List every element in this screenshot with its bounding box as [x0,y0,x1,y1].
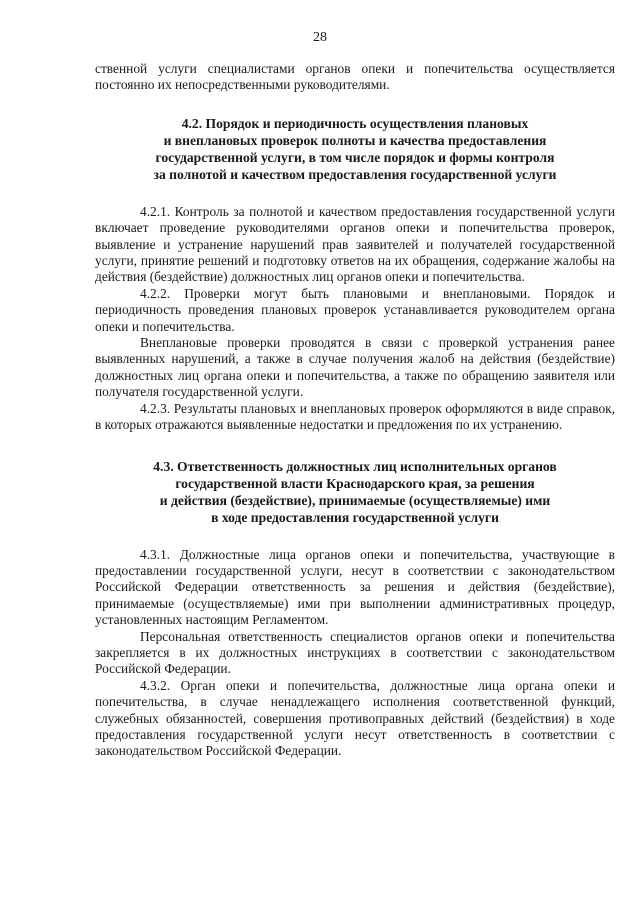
heading-line: государственной власти Краснодарского края, за решения [175,475,535,491]
spacer [95,94,615,115]
heading-line: 4.2. Порядок и периодичность осуществления плановых [181,115,529,131]
section-4-3-heading [95,458,615,526]
opening-paragraph: ственной услуги специалистами органов опеки и попечительства осуществляется постоянно их непосредственными руководителями. [95,61,615,93]
section-4-3-body [95,547,615,760]
heading-line: государственной услуги, в том числе порядок и формы контроля [155,149,555,165]
heading-line: 4.3. Ответственность должностных лиц исполнительных органов [153,458,557,474]
heading-line: и действия (бездействие), принимаемые (осуществляемые) ими [159,492,551,508]
page-content [95,61,615,760]
spacer [95,434,615,458]
heading-line: в ходе предоставления государственной услуги [211,509,499,525]
spacer [95,183,615,204]
paragraph-personal-responsibility: Персональная ответственность специалистов органов опеки и попечительства закрепляется в их должностных инструкциях в соответствии с законодательством Российской Федерации. [95,628,615,677]
paragraph-4-2-2: 4.2.2. Проверки могут быть плановыми и внеплановыми. Порядок и периодичность проведения плановых проверок устанавливается руководителем органа опеки и попечительства. [95,285,615,334]
paragraph-4-3-1: 4.3.1. Должностные лица органов опеки и попечительства, участвующие в предоставлении государственной услуги, несут в соответствии с законодательством Российской Федерации ответственность за решения и действия (бездействие), принимаемые (осуществляемые) ими при выполнении административных процедур, установленных настоящим Регламентом. [95,546,615,628]
paragraph-4-2-1: 4.2.1. Контроль за полнотой и качеством предоставления государственной услуги включает проведение руководителями органов опеки и попечительства проверок, выявление и устранение нарушений прав заявителей и получателей государственной услуги, принятие решений и подготовку ответов на их обращения, содержание жалобы на действия (бездействие) должностных лиц органов опеки и попечительства. [95,203,615,285]
heading-line: за полнотой и качеством предоставления государственной услуги [153,166,557,182]
section-4-2-heading [95,115,615,183]
heading-line: и внеплановых проверок полноты и качества предоставления [163,132,547,148]
paragraph-unscheduled-checks: Внеплановые проверки проводятся в связи с проверкой устранения ранее выявленных нарушений, а также в случае получения жалоб на действия (бездействие) должностных лиц органа опеки и попечительства, а также по обращению заявителя или получателя государственной услуги. [95,335,615,400]
section-4-2-body [95,204,615,434]
paragraph-4-2-3: 4.2.3. Результаты плановых и внеплановых проверок оформляются в виде справок, в которых отражаются выявленные недостатки и предложения по их устранению. [95,400,615,433]
spacer [95,526,615,547]
paragraph-4-3-2: 4.3.2. Орган опеки и попечительства, должностные лица органа опеки и попечительства, в случае ненадлежащего исполнения соответственной функций, служебных обязанностей, совершения противоправных действий (бездействия) в ходе предоставления государственной услуги несут ответственность в соответствии с законодательством Российской Федерации. [95,677,615,759]
page-number: 28 [313,30,327,45]
